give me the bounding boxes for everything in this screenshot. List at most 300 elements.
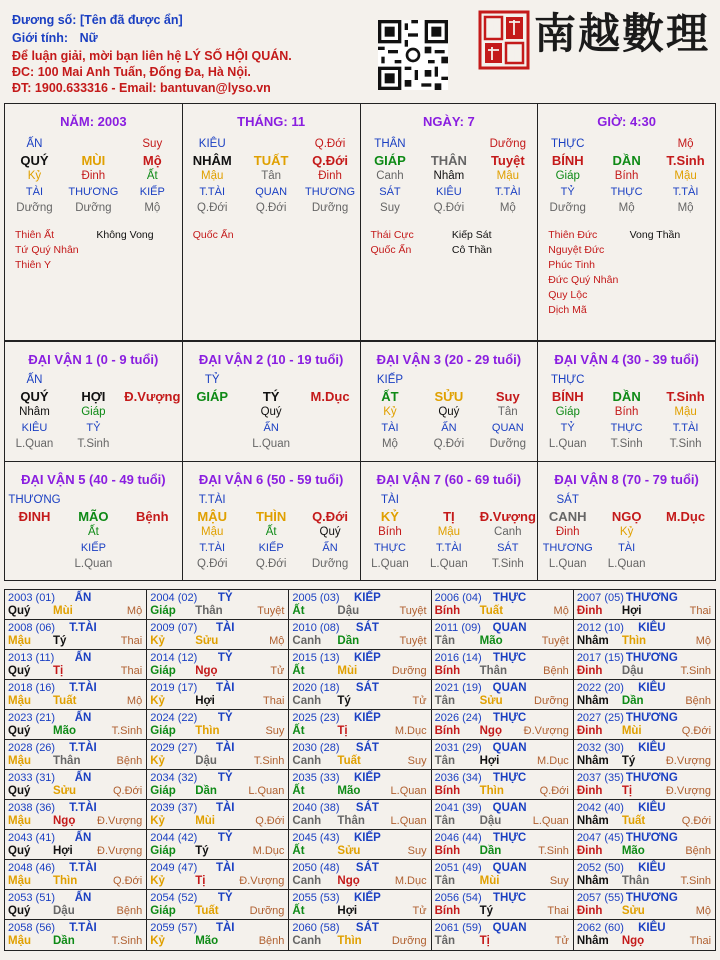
year-god: THỰC: [493, 832, 527, 844]
year-cell: [432, 650, 574, 679]
cell-row: [183, 492, 360, 508]
cell-value: ẤN: [322, 542, 338, 554]
year-phase: L.Quan: [248, 785, 285, 797]
cell-value: Mậu: [674, 170, 697, 182]
year-label: 2053 (51): [8, 892, 56, 904]
cell-value: KIÊU: [198, 138, 226, 150]
cell-value: Suy: [495, 388, 520, 404]
cell-value: Q.Đới: [255, 202, 287, 214]
year-cell: [289, 800, 431, 829]
cell-row: [5, 200, 182, 216]
year-label: 2026 (24): [434, 712, 482, 724]
year-god: TÀI: [215, 862, 235, 874]
year-god: KIẾP: [353, 832, 381, 844]
year-phase: Mộ: [695, 635, 712, 647]
star-item: Tứ Quý Nhân: [15, 244, 79, 256]
year-god: TỶ: [217, 652, 233, 664]
year-cell: [574, 830, 715, 859]
year-branch: Mão: [53, 725, 76, 737]
year-label: 2018 (16): [8, 682, 56, 694]
stars-area: [548, 228, 711, 318]
cell-value: Mậu: [437, 526, 461, 538]
year-label: 2054 (52): [150, 892, 198, 904]
cell-value: TÀI: [618, 542, 636, 554]
year-row: [5, 710, 715, 740]
cell-value: Đinh: [555, 526, 580, 538]
year-stem: Ất: [292, 665, 305, 677]
dai-van-title: ĐẠI VẬN 2 (10 - 19 tuổi): [198, 352, 344, 367]
year-branch: Mùi: [53, 605, 73, 617]
year-label: 2043 (41): [8, 832, 56, 844]
year-cell: [432, 770, 574, 799]
cell-value: Đ.Vượng: [124, 388, 181, 404]
year-stem: Ất: [292, 845, 305, 857]
year-phase: Thai: [689, 605, 712, 617]
year-god: KIÊU: [638, 682, 666, 694]
year-label: 2027 (25): [576, 712, 624, 724]
year-stem: Canh: [292, 935, 322, 947]
year-cell: [5, 620, 147, 649]
year-stem: Quý: [8, 665, 31, 677]
cell-value: TÀI: [25, 186, 44, 198]
year-cell: [574, 680, 715, 709]
year-stem: Đinh: [576, 605, 603, 617]
cell-row: [361, 436, 538, 452]
year-phase: Q.Đới: [539, 785, 569, 797]
year-stem: Quý: [8, 845, 31, 857]
cell-value: MÃO: [78, 508, 109, 524]
year-phase: Suy: [407, 845, 427, 857]
cell-value: Bính: [614, 406, 639, 418]
year-god: THƯƠNG: [625, 712, 678, 724]
cell-value: SỬU: [434, 388, 464, 404]
year-cell: [147, 860, 289, 889]
dai-van-title: ĐẠI VẬN 8 (70 - 79 tuổi): [554, 472, 699, 487]
cell-value: TÀI: [381, 494, 399, 506]
year-cell: [432, 860, 574, 889]
year-god: THỰC: [493, 592, 527, 604]
year-cell: [289, 830, 431, 859]
cell-row: [361, 540, 538, 556]
year-row: [5, 590, 715, 620]
cell-value: Giáp: [81, 406, 106, 418]
year-branch: Thân: [337, 815, 365, 827]
cell-value: BÍNH: [551, 388, 584, 404]
year-phase: Đ.Vượng: [97, 845, 143, 857]
year-god: QUAN: [492, 622, 527, 634]
cell-row: [183, 436, 360, 452]
dai-van-cell: [5, 342, 183, 461]
year-stem: Kỷ: [150, 875, 165, 887]
cell-value: Bính: [614, 170, 639, 182]
year-god: KIẾP: [353, 652, 381, 664]
year-row: [5, 890, 715, 920]
year-branch: Ngọ: [195, 665, 218, 677]
cell-value: Quý: [319, 526, 341, 538]
year-branch: Thìn: [337, 935, 362, 947]
cell-row: [538, 404, 715, 420]
cell-value: Kỷ: [27, 170, 42, 182]
year-phase: Bệnh: [543, 665, 569, 677]
year-phase: Thai: [120, 665, 143, 677]
year-branch: Sửu: [195, 635, 219, 647]
year-stem: Nhâm: [576, 755, 609, 767]
year-stem: Mậu: [8, 935, 31, 947]
year-label: 2035 (33): [292, 772, 340, 784]
cell-row: [5, 508, 182, 524]
year-stem: Đinh: [576, 785, 603, 797]
year-stem: Quý: [8, 605, 31, 617]
year-stem: Giáp: [150, 845, 176, 857]
star-item: Kiếp Sát: [451, 229, 492, 241]
year-label: 2052 (50): [576, 862, 624, 874]
year-god: ẤN: [74, 832, 92, 844]
year-stem: Giáp: [150, 785, 176, 797]
year-row: [5, 740, 715, 770]
year-label: 2045 (43): [292, 832, 340, 844]
stars-right: [96, 228, 177, 273]
year-god: KIÊU: [638, 622, 666, 634]
cell-row: [361, 556, 538, 572]
cell-value: Kỷ: [619, 526, 634, 538]
cell-value: Mộ: [142, 152, 162, 168]
year-phase: Q.Đới: [112, 785, 143, 797]
cell-value: BÍNH: [551, 152, 584, 168]
year-label: 2055 (53): [292, 892, 340, 904]
cell-value: SÁT: [497, 542, 519, 554]
star-item: Đức Quý Nhân: [548, 274, 619, 286]
year-cell: [574, 890, 715, 919]
year-phase: M.Dục: [537, 755, 569, 767]
year-branch: Dậu: [53, 905, 75, 917]
cell-row: [361, 524, 538, 540]
year-phase: T.Sinh: [680, 665, 712, 677]
year-cell: [289, 740, 431, 769]
year-branch: Thân: [53, 755, 81, 767]
cell-row: [361, 404, 538, 420]
year-cell: [574, 590, 715, 619]
year-branch: Mão: [621, 845, 645, 857]
cell-value: Q.Đới: [433, 202, 465, 214]
seal-stamp-icon: [478, 10, 530, 70]
cell-value: NGỌ: [611, 508, 642, 524]
cell-value: Mộ: [677, 202, 694, 214]
year-phase: Đ.Vượng: [665, 785, 712, 797]
pillar-body: [538, 136, 715, 216]
cell-value: ẤN: [26, 374, 43, 386]
pillar-title: THÁNG: 11: [237, 114, 306, 129]
year-cell: [432, 680, 574, 709]
year-stem: Bính: [434, 785, 461, 797]
cell-row: [538, 152, 715, 168]
cell-row: [5, 136, 182, 152]
year-label: 2009 (07): [150, 622, 198, 634]
year-cell: [147, 710, 289, 739]
year-label: 2025 (23): [292, 712, 340, 724]
year-cell: [432, 890, 574, 919]
star-item: Vong Thần: [629, 229, 681, 241]
cell-row: [361, 136, 538, 152]
cell-value: KIẾP: [139, 186, 165, 198]
year-stem: Kỷ: [150, 755, 165, 767]
cell-value: CANH: [548, 508, 587, 524]
year-row: [5, 920, 715, 950]
year-cell: [147, 800, 289, 829]
year-stem: Mậu: [8, 815, 31, 827]
year-stem: Tân: [434, 935, 456, 947]
year-label: 2057 (55): [576, 892, 624, 904]
cell-value: T.TÀI: [494, 186, 521, 198]
cell-value: Mộ: [618, 202, 635, 214]
year-god: QUAN: [492, 802, 527, 814]
year-phase: Tử: [270, 665, 285, 677]
dai-van-cell: [538, 462, 715, 581]
cell-row: [183, 420, 360, 436]
year-god: KIÊU: [638, 742, 666, 754]
year-label: 2011 (09): [434, 622, 481, 634]
year-stem: Quý: [8, 905, 31, 917]
year-god: THƯƠNG: [625, 832, 678, 844]
year-label: 2042 (40): [576, 802, 624, 814]
dai-van-title: ĐẠI VẬN 6 (50 - 59 tuổi): [198, 472, 344, 487]
year-stem: Kỷ: [150, 635, 165, 647]
year-cell: [574, 800, 715, 829]
cell-row: [183, 556, 360, 572]
cell-row: [538, 436, 715, 452]
year-phase: Đ.Vượng: [97, 815, 143, 827]
year-cell: [147, 650, 289, 679]
cell-value: THÂN: [430, 152, 467, 168]
year-god: THƯƠNG: [625, 772, 678, 784]
cell-value: QUAN: [491, 422, 524, 434]
cell-value: M.Dục: [666, 508, 706, 524]
year-phase: T.Sinh: [253, 755, 285, 767]
cell-row: [5, 372, 182, 388]
year-stem: Đinh: [576, 665, 603, 677]
cell-value: Mộ: [144, 202, 161, 214]
dai-van-table: [4, 341, 716, 581]
cell-value: Q.Đới: [433, 438, 465, 450]
year-god: THƯƠNG: [625, 592, 678, 604]
cell-value: DẦN: [612, 152, 641, 168]
dai-van-cell: [183, 462, 361, 581]
year-phase: Tuyệt: [541, 635, 569, 647]
year-stem: Kỷ: [150, 815, 165, 827]
dai-van-title: ĐẠI VẬN 7 (60 - 69 tuổi): [376, 472, 522, 487]
year-cell: [289, 590, 431, 619]
year-branch: Hợi: [195, 695, 215, 707]
year-label: 2061 (59): [434, 922, 482, 934]
year-label: 2036 (34): [434, 772, 482, 784]
cell-value: T.Sinh: [77, 438, 110, 450]
year-branch: Ngọ: [479, 725, 502, 737]
year-stem: Nhâm: [576, 695, 609, 707]
cell-value: TỶ: [560, 186, 575, 198]
year-cell: [289, 680, 431, 709]
year-phase: Bệnh: [116, 905, 143, 917]
year-cell: [574, 920, 715, 950]
cell-value: Tân: [261, 170, 282, 182]
year-stem: Ất: [292, 605, 305, 617]
year-label: 2060 (58): [292, 922, 340, 934]
year-row: [5, 620, 715, 650]
cell-value: T.Sinh: [610, 438, 643, 450]
year-god: TÀI: [215, 802, 235, 814]
cell-row: [183, 168, 360, 184]
cell-value: TỶ: [560, 422, 575, 434]
year-god: ẤN: [74, 892, 92, 904]
year-stem: Canh: [292, 635, 322, 647]
year-stem: Bính: [434, 725, 461, 737]
cell-value: TUẤT: [253, 152, 289, 168]
dai-van-cell: [183, 342, 361, 461]
cell-row: [183, 184, 360, 200]
year-stem: Canh: [292, 815, 322, 827]
cell-value: SÁT: [379, 186, 401, 198]
cell-value: ẤT: [381, 388, 399, 404]
star-item: Dịch Mã: [548, 304, 587, 316]
year-branch: Mão: [479, 635, 503, 647]
cell-value: L.Quan: [15, 438, 54, 450]
year-label: 2008 (06): [8, 622, 56, 634]
year-stem: Mậu: [8, 755, 31, 767]
year-label: 2031 (29): [434, 742, 482, 754]
stars-left: [548, 228, 629, 318]
year-phase: Bệnh: [685, 695, 712, 707]
year-god: TÀI: [215, 922, 235, 934]
year-god: ẤN: [74, 712, 92, 724]
cell-row: [361, 200, 538, 216]
cell-value: THỰC: [550, 138, 585, 150]
cell-value: QUAN: [255, 186, 288, 198]
cell-value: T.Sinh: [666, 388, 705, 404]
dai-van-title: ĐẠI VẬN 4 (30 - 39 tuổi): [554, 352, 699, 367]
year-branch: Hợi: [479, 755, 500, 767]
year-branch: Ngọ: [337, 875, 360, 887]
cell-value: Mậu: [201, 170, 224, 182]
year-cell: [5, 740, 147, 769]
star-item: Thiên Y: [15, 259, 51, 271]
year-label: 2044 (42): [150, 832, 198, 844]
dai-van-title: ĐẠI VẬN 3 (20 - 29 tuổi): [376, 352, 522, 367]
year-stem: Nhâm: [576, 635, 609, 647]
cell-value: L.Quan: [74, 558, 113, 570]
year-branch: Tý: [195, 845, 209, 857]
year-god: THỰC: [493, 712, 527, 724]
year-row: [5, 770, 715, 800]
year-stem: Bính: [434, 905, 461, 917]
cell-row: [183, 372, 360, 388]
year-cell: [574, 740, 715, 769]
cell-value: KIÊU: [436, 186, 462, 198]
cell-value: NHÂM: [192, 152, 232, 168]
cell-value: KIẾP: [80, 542, 106, 554]
year-cell: [5, 680, 147, 709]
dai-van-row: [5, 341, 715, 461]
year-god: T.TÀI: [69, 682, 97, 694]
cell-value: Q.Đới: [196, 202, 228, 214]
year-row: [5, 860, 715, 890]
cell-value: Dưỡng: [311, 202, 349, 214]
year-branch: Hợi: [337, 905, 358, 917]
year-phase: Thai: [263, 695, 285, 707]
cell-row: [183, 136, 360, 152]
cell-value: TÝ: [262, 388, 280, 404]
cell-value: T.TÀI: [199, 186, 226, 198]
year-god: THỰC: [493, 772, 527, 784]
year-branch: Tuất: [195, 905, 219, 917]
year-phase: Suy: [265, 725, 285, 737]
year-branch: Tị: [195, 875, 206, 887]
year-cell: [432, 920, 574, 950]
cell-row: [538, 388, 715, 404]
cell-row: [5, 492, 182, 508]
year-label: 2024 (22): [150, 712, 198, 724]
year-row: [5, 800, 715, 830]
cell-value: DẦN: [612, 388, 641, 404]
year-branch: Dần: [621, 695, 644, 707]
year-cell: [5, 650, 147, 679]
cell-row: [538, 524, 715, 540]
cell-row: [183, 200, 360, 216]
year-label: 2029 (27): [150, 742, 198, 754]
dai-van-title: ĐẠI VẬN 1 (0 - 9 tuổi): [28, 352, 159, 367]
year-cell: [5, 710, 147, 739]
year-stem: Kỷ: [150, 695, 165, 707]
year-stem: Ất: [292, 905, 305, 917]
cell-row: [538, 136, 715, 152]
year-god: QUAN: [492, 682, 527, 694]
year-branch: Dần: [479, 845, 502, 857]
year-phase: Dưỡng: [391, 935, 427, 947]
cell-row: [183, 388, 360, 404]
cell-value: THỰC: [373, 542, 406, 554]
year-label: 2050 (48): [292, 862, 340, 874]
cell-row: [361, 184, 538, 200]
year-phase: Thai: [689, 935, 712, 947]
year-branch: Thìn: [621, 635, 647, 647]
cell-row: [361, 508, 538, 524]
year-god: TỶ: [217, 592, 233, 604]
year-cell: [5, 860, 147, 889]
year-stem: Bính: [434, 665, 461, 677]
year-god: ẤN: [74, 592, 92, 604]
stars-left: [371, 228, 452, 258]
year-label: 2020 (18): [292, 682, 340, 694]
year-god: KIÊU: [638, 922, 666, 934]
year-phase: Bệnh: [258, 935, 285, 947]
cell-row: [538, 372, 715, 388]
cell-value: THƯƠNG: [68, 186, 119, 198]
cell-value: Dưỡng: [549, 202, 586, 214]
year-god: TỶ: [217, 892, 233, 904]
pillar-body: [5, 136, 182, 216]
cell-value: Q.Đới: [312, 508, 349, 524]
year-phase: L.Quan: [532, 815, 569, 827]
year-stem: Canh: [292, 875, 322, 887]
year-cell: [147, 620, 289, 649]
year-branch: Hợi: [621, 605, 642, 617]
year-branch: Thìn: [195, 725, 220, 737]
cell-value: Q.Đới: [312, 152, 349, 168]
year-label: 2012 (10): [576, 622, 624, 634]
year-label: 2014 (12): [150, 652, 198, 664]
cell-row: [5, 556, 182, 572]
year-phase: Đ.Vượng: [665, 755, 712, 767]
cell-value: Kỷ: [383, 406, 397, 418]
year-stem: Canh: [292, 695, 322, 707]
year-god: QUAN: [492, 862, 527, 874]
